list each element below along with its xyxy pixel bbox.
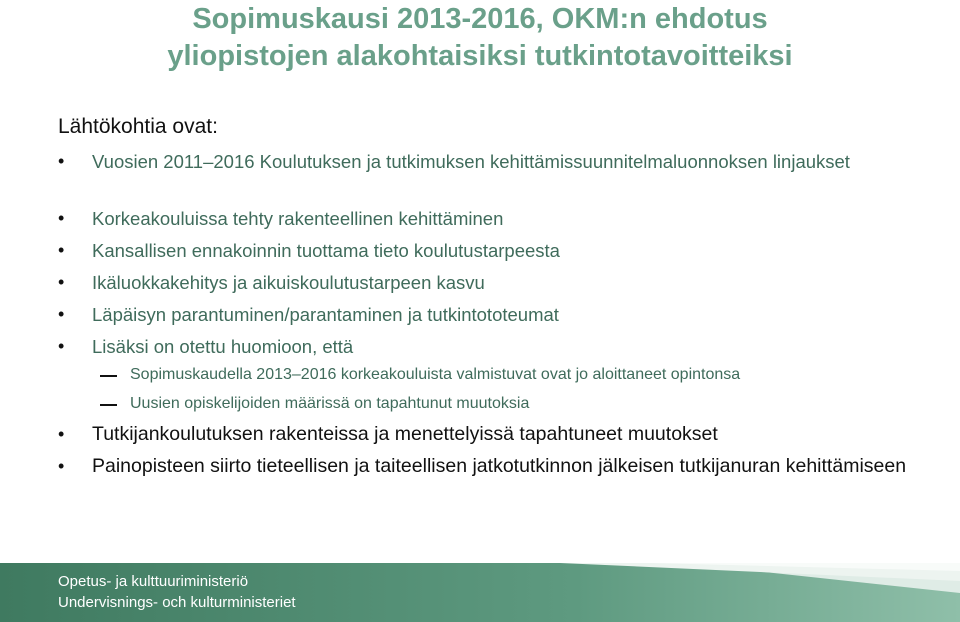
bullet-icon: • [58,151,65,171]
slide-title-line2: yliopistojen alakohtaisiksi tutkintotavoitteiksi [167,40,793,72]
section-heading: Lähtökohtia ovat: [58,115,218,138]
list-item-text: Vuosien 2011–2016 Koulutuksen ja tutkimuksen kehittämissuunnitelmaluonnoksen linjaukset [92,151,850,172]
bullet-icon: • [58,424,65,444]
bullet-icon: • [58,208,65,228]
list-item-text: Läpäisyn parantuminen/parantaminen ja tutkintototeumat [92,304,559,325]
slide-title-line1: Sopimuskausi 2013-2016, OKM:n ehdotus [192,3,768,35]
sub-list-item-text: Uusien opiskelijoiden määrissä on tapahtunut muutoksia [130,395,530,412]
dash-icon [100,365,120,377]
slide-title [0,0,960,75]
footer-band [0,563,960,622]
list-item-text: Lisäksi on otettu huomioon, että [92,336,354,357]
bullet-icon: • [58,304,65,324]
list-item-text: Tutkijankoulutuksen rakenteissa ja menettelyissä tapahtuneet muutokset [92,423,718,445]
dash-icon [100,394,120,406]
bullet-icon: • [58,272,65,292]
footer-line-swedish: Undervisnings- och kulturministeriet [58,594,296,611]
sub-list-item-text: Sopimuskaudella 2013–2016 korkeakouluista valmistuvat ovat jo aloittaneet opintonsa [130,366,741,383]
bullet-icon: • [58,456,65,476]
bullet-icon: • [58,336,65,356]
list-item-text: Korkeakouluissa tehty rakenteellinen kehittäminen [92,208,504,229]
list-item-text: Painopisteen siirto tieteellisen ja taiteellisen jatkotutkinnon jälkeisen tutkijanuran kehittämiseen [92,455,907,477]
footer-line-finnish: Opetus- ja kulttuuriministeriö [58,573,249,590]
bullet-icon: • [58,240,65,260]
list-item [58,148,918,202]
list-item-text: Ikäluokkakehitys ja aikuiskoulutustarpeen kasvu [92,272,485,293]
footer-ministry-name [58,571,296,613]
list-item-text: Kansallisen ennakoinnin tuottama tieto koulutustarpeesta [92,240,560,261]
